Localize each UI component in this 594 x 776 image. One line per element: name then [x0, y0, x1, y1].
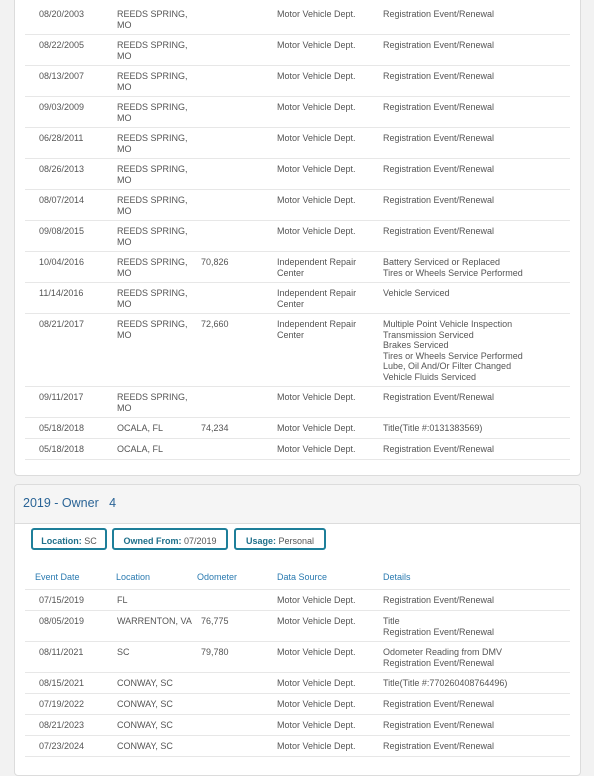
- odometer-cell: [201, 423, 271, 434]
- data-source-text: Independent Repair: [277, 319, 357, 329]
- details-cell: [383, 699, 578, 710]
- location-text: MO: [117, 267, 132, 278]
- details-cell: [383, 319, 578, 382]
- data-source-text: Motor Vehicle Dept.: [277, 195, 356, 205]
- details-text: Vehicle Serviced: [383, 288, 450, 298]
- location-text: MO: [117, 205, 132, 216]
- details-text: Title: [383, 616, 400, 626]
- location-badge-label: Location:: [41, 536, 82, 546]
- event-date-cell: [39, 595, 111, 606]
- location-cell: [117, 226, 197, 247]
- details-text: Tires or Wheels Service Performed: [383, 267, 523, 278]
- data-source-text: Motor Vehicle Dept.: [277, 226, 356, 236]
- details-text: Registration Event/Renewal: [383, 195, 495, 205]
- event-date-cell: [39, 257, 111, 268]
- data-source-text: Center: [277, 329, 305, 340]
- data-source-text: Motor Vehicle Dept.: [277, 9, 356, 19]
- col-odometer: Odometer: [197, 572, 238, 582]
- details-text: Title(Title #:0131383569): [383, 423, 483, 433]
- table-row: [25, 189, 570, 221]
- details-text: Registration Event/Renewal: [383, 741, 495, 751]
- data-source-text: Motor Vehicle Dept.: [277, 741, 356, 751]
- details-cell: [383, 595, 578, 606]
- col-data-source: Data Source: [277, 572, 328, 582]
- location-cell: [117, 423, 197, 434]
- details-cell: [383, 678, 578, 689]
- details-text: Brakes Serviced: [383, 340, 449, 350]
- location-text: MO: [117, 50, 132, 61]
- event-date-text: 10/04/2016: [39, 257, 85, 267]
- details-cell: [383, 616, 578, 637]
- details-text: Lube, Oil And/Or Filter Changed: [383, 361, 512, 371]
- event-date-text: 08/07/2014: [39, 195, 85, 205]
- event-date-cell: [39, 699, 111, 710]
- location-cell: [117, 71, 197, 92]
- event-date-cell: [39, 741, 111, 752]
- details-cell: [383, 288, 578, 299]
- details-cell: [383, 40, 578, 51]
- data-source-text: Motor Vehicle Dept.: [277, 616, 356, 626]
- data-source-cell: [277, 226, 377, 237]
- odometer-text: 72,660: [201, 319, 229, 329]
- table-row: [25, 313, 570, 387]
- data-source-cell: [277, 392, 377, 403]
- location-text: REEDS SPRING,: [117, 392, 188, 402]
- details-cell: [383, 392, 578, 403]
- event-date-cell: [39, 133, 111, 144]
- event-date-text: 08/05/2019: [39, 616, 85, 626]
- details-cell: [383, 9, 578, 20]
- location-cell: [117, 102, 197, 123]
- location-cell: [117, 195, 197, 216]
- data-source-cell: [277, 40, 377, 51]
- data-source-cell: [277, 647, 377, 658]
- data-source-cell: [277, 595, 377, 606]
- location-text: MO: [117, 19, 132, 30]
- event-date-text: 08/22/2005: [39, 40, 85, 50]
- col-location: Location: [116, 572, 151, 582]
- event-date-text: 09/08/2015: [39, 226, 85, 236]
- data-source-cell: [277, 164, 377, 175]
- location-text: REEDS SPRING,: [117, 226, 188, 236]
- usage-badge-value: Personal: [278, 536, 315, 546]
- location-badge-value: SC: [84, 536, 97, 546]
- location-cell: [117, 595, 197, 606]
- table-row: [25, 714, 570, 736]
- table-row: [25, 693, 570, 715]
- table-row: [25, 127, 570, 159]
- table-row: [25, 158, 570, 190]
- table-row: [25, 251, 570, 283]
- event-date-cell: [39, 71, 111, 82]
- data-source-text: Motor Vehicle Dept.: [277, 71, 356, 81]
- data-source-cell: [277, 741, 377, 752]
- event-date-text: 08/20/2003: [39, 9, 85, 19]
- data-source-cell: [277, 444, 377, 455]
- table-row: [25, 589, 570, 611]
- location-cell: [117, 319, 197, 340]
- location-text: FL: [117, 595, 128, 605]
- details-text: Registration Event/Renewal: [383, 720, 495, 730]
- odometer-text: 74,234: [201, 423, 229, 433]
- details-text: Registration Event/Renewal: [383, 657, 495, 668]
- details-text: Registration Event/Renewal: [383, 133, 495, 143]
- table-row: [25, 65, 570, 97]
- location-text: REEDS SPRING,: [117, 71, 188, 81]
- details-cell: [383, 647, 578, 668]
- odometer-cell: [201, 647, 271, 658]
- location-text: REEDS SPRING,: [117, 102, 188, 112]
- details-text: Registration Event/Renewal: [383, 699, 495, 709]
- data-source-text: Motor Vehicle Dept.: [277, 647, 356, 657]
- location-text: CONWAY, SC: [117, 720, 173, 730]
- location-text: MO: [117, 112, 132, 123]
- location-text: REEDS SPRING,: [117, 133, 188, 143]
- owner-header: [15, 485, 580, 524]
- location-cell: [117, 288, 197, 309]
- data-source-text: Motor Vehicle Dept.: [277, 164, 356, 174]
- location-cell: [117, 741, 197, 752]
- table-row: [25, 735, 570, 757]
- location-text: MO: [117, 143, 132, 154]
- data-source-text: Motor Vehicle Dept.: [277, 392, 356, 402]
- owner-title: [23, 496, 116, 510]
- details-cell: [383, 133, 578, 144]
- location-cell: [117, 444, 197, 455]
- details-cell: [383, 444, 578, 455]
- event-date-cell: [39, 226, 111, 237]
- details-text: Registration Event/Renewal: [383, 71, 495, 81]
- data-source-cell: [277, 9, 377, 20]
- location-text: MO: [117, 329, 132, 340]
- details-text: Registration Event/Renewal: [383, 392, 495, 402]
- event-date-text: 05/18/2018: [39, 423, 85, 433]
- location-text: CONWAY, SC: [117, 678, 173, 688]
- location-text: REEDS SPRING,: [117, 319, 188, 329]
- location-cell: [117, 133, 197, 154]
- event-date-cell: [39, 616, 111, 627]
- owned-from-badge: [112, 528, 228, 550]
- data-source-text: Motor Vehicle Dept.: [277, 102, 356, 112]
- data-source-cell: [277, 319, 377, 340]
- location-cell: [117, 616, 197, 627]
- location-text: CONWAY, SC: [117, 699, 173, 709]
- details-cell: [383, 257, 578, 278]
- location-text: CONWAY, SC: [117, 741, 173, 751]
- previous-owner-history-card: [14, 0, 581, 476]
- location-text: OCALA, FL: [117, 423, 164, 433]
- odometer-text: 79,780: [201, 647, 229, 657]
- location-cell: [117, 9, 197, 30]
- data-source-cell: [277, 699, 377, 710]
- event-date-cell: [39, 444, 111, 455]
- data-source-cell: [277, 257, 377, 278]
- data-source-text: Motor Vehicle Dept.: [277, 720, 356, 730]
- data-source-cell: [277, 616, 377, 627]
- data-source-cell: [277, 133, 377, 144]
- usage-badge-label: Usage:: [245, 536, 276, 546]
- location-text: REEDS SPRING,: [117, 288, 188, 298]
- owner-history-card: [14, 484, 581, 776]
- details-cell: [383, 423, 578, 434]
- details-text: Title(Title #:770260408764496): [383, 678, 508, 688]
- odometer-cell: [201, 257, 271, 268]
- details-cell: [383, 164, 578, 175]
- details-text: Odometer Reading from DMV: [383, 647, 503, 657]
- details-cell: [383, 720, 578, 731]
- event-date-cell: [39, 319, 111, 330]
- details-cell: [383, 71, 578, 82]
- usage-badge: [234, 528, 326, 550]
- data-source-text: Motor Vehicle Dept.: [277, 699, 356, 709]
- details-text: Registration Event/Renewal: [383, 40, 495, 50]
- location-cell: [117, 392, 197, 413]
- data-source-cell: [277, 720, 377, 731]
- details-text: Tires or Wheels Service Performed: [383, 350, 523, 361]
- table-row: [25, 610, 570, 642]
- data-source-text: Center: [277, 267, 305, 278]
- event-date-cell: [39, 678, 111, 689]
- data-source-text: Motor Vehicle Dept.: [277, 133, 356, 143]
- location-text: MO: [117, 402, 132, 413]
- data-source-cell: [277, 71, 377, 82]
- location-text: SC: [117, 647, 130, 657]
- table-row: [25, 96, 570, 128]
- event-date-cell: [39, 40, 111, 51]
- event-date-cell: [39, 9, 111, 20]
- data-source-cell: [277, 195, 377, 206]
- location-cell: [117, 720, 197, 731]
- data-source-cell: [277, 102, 377, 113]
- odometer-cell: [201, 319, 271, 330]
- table-header: [25, 565, 570, 590]
- location-text: REEDS SPRING,: [117, 40, 188, 50]
- data-source-text: Independent Repair: [277, 257, 357, 267]
- location-text: OCALA, FL: [117, 444, 164, 454]
- details-text: Registration Event/Renewal: [383, 9, 495, 19]
- event-date-cell: [39, 195, 111, 206]
- odometer-text: 76,775: [201, 616, 229, 626]
- location-text: MO: [117, 236, 132, 247]
- owned-from-badge-label: Owned From:: [123, 536, 182, 546]
- location-text: REEDS SPRING,: [117, 164, 188, 174]
- location-text: MO: [117, 298, 132, 309]
- location-cell: [117, 699, 197, 710]
- col-event-date: Event Date: [35, 572, 80, 582]
- data-source-text: Motor Vehicle Dept.: [277, 595, 356, 605]
- details-text: Registration Event/Renewal: [383, 226, 495, 236]
- details-cell: [383, 102, 578, 113]
- event-date-cell: [39, 423, 111, 434]
- table-row: [25, 438, 570, 460]
- col-details: Details: [383, 572, 411, 582]
- data-source-cell: [277, 423, 377, 434]
- location-text: MO: [117, 174, 132, 185]
- location-text: WARRENTON, VA: [117, 616, 192, 626]
- table-row: [25, 672, 570, 694]
- event-date-text: 05/18/2018: [39, 444, 85, 454]
- data-source-text: Motor Vehicle Dept.: [277, 678, 356, 688]
- details-text: Registration Event/Renewal: [383, 444, 495, 454]
- data-source-text: Motor Vehicle Dept.: [277, 40, 356, 50]
- event-date-text: 08/15/2021: [39, 678, 85, 688]
- event-date-text: 09/11/2017: [39, 392, 84, 402]
- table-row: [25, 417, 570, 439]
- event-date-text: 08/21/2017: [39, 319, 85, 329]
- event-date-cell: [39, 647, 111, 658]
- event-date-text: 11/14/2016: [39, 288, 84, 298]
- event-date-cell: [39, 164, 111, 175]
- details-text: Registration Event/Renewal: [383, 102, 495, 112]
- location-cell: [117, 257, 197, 278]
- details-text: Battery Serviced or Replaced: [383, 257, 501, 267]
- table-row: [25, 386, 570, 418]
- owner-number: 4: [109, 496, 117, 510]
- data-source-text: Motor Vehicle Dept.: [277, 423, 356, 433]
- event-date-text: 08/21/2023: [39, 720, 85, 730]
- table-row: [25, 34, 570, 66]
- event-date-text: 08/11/2021: [39, 647, 84, 657]
- data-source-text: Independent Repair: [277, 288, 357, 298]
- location-text: REEDS SPRING,: [117, 257, 188, 267]
- data-source-cell: [277, 288, 377, 309]
- location-badge: [31, 528, 107, 550]
- odometer-text: 70,826: [201, 257, 229, 267]
- details-text: Transmission Serviced: [383, 329, 474, 340]
- data-source-cell: [277, 678, 377, 689]
- details-cell: [383, 226, 578, 237]
- event-date-text: 07/19/2022: [39, 699, 85, 709]
- event-date-text: 08/26/2013: [39, 164, 85, 174]
- data-source-text: Center: [277, 298, 305, 309]
- event-date-text: 07/15/2019: [39, 595, 85, 605]
- details-cell: [383, 741, 578, 752]
- table-row: [25, 3, 570, 35]
- event-date-cell: [39, 102, 111, 113]
- event-date-text: 08/13/2007: [39, 71, 85, 81]
- details-cell: [383, 195, 578, 206]
- location-text: MO: [117, 81, 132, 92]
- details-text: Registration Event/Renewal: [383, 626, 495, 637]
- location-text: REEDS SPRING,: [117, 195, 188, 205]
- details-text: Vehicle Fluids Serviced: [383, 371, 477, 382]
- location-cell: [117, 40, 197, 61]
- event-date-text: 09/03/2009: [39, 102, 85, 112]
- odometer-cell: [201, 616, 271, 627]
- event-date-cell: [39, 392, 111, 403]
- owned-from-badge-value: 07/2019: [183, 536, 217, 546]
- table-row: [25, 282, 570, 314]
- details-text: Registration Event/Renewal: [383, 164, 495, 174]
- location-cell: [117, 647, 197, 658]
- location-cell: [117, 164, 197, 185]
- table-row: [25, 220, 570, 252]
- event-date-cell: [39, 288, 111, 299]
- data-source-text: Motor Vehicle Dept.: [277, 444, 356, 454]
- event-date-text: 06/28/2011: [39, 133, 84, 143]
- location-text: REEDS SPRING,: [117, 9, 188, 19]
- location-cell: [117, 678, 197, 689]
- event-date-text: 07/23/2024: [39, 741, 85, 751]
- table-row: [25, 641, 570, 673]
- event-date-cell: [39, 720, 111, 731]
- owner-title-text: 2019 - Owner: [23, 496, 99, 510]
- details-text: Multiple Point Vehicle Inspection: [383, 319, 513, 329]
- details-text: Registration Event/Renewal: [383, 595, 495, 605]
